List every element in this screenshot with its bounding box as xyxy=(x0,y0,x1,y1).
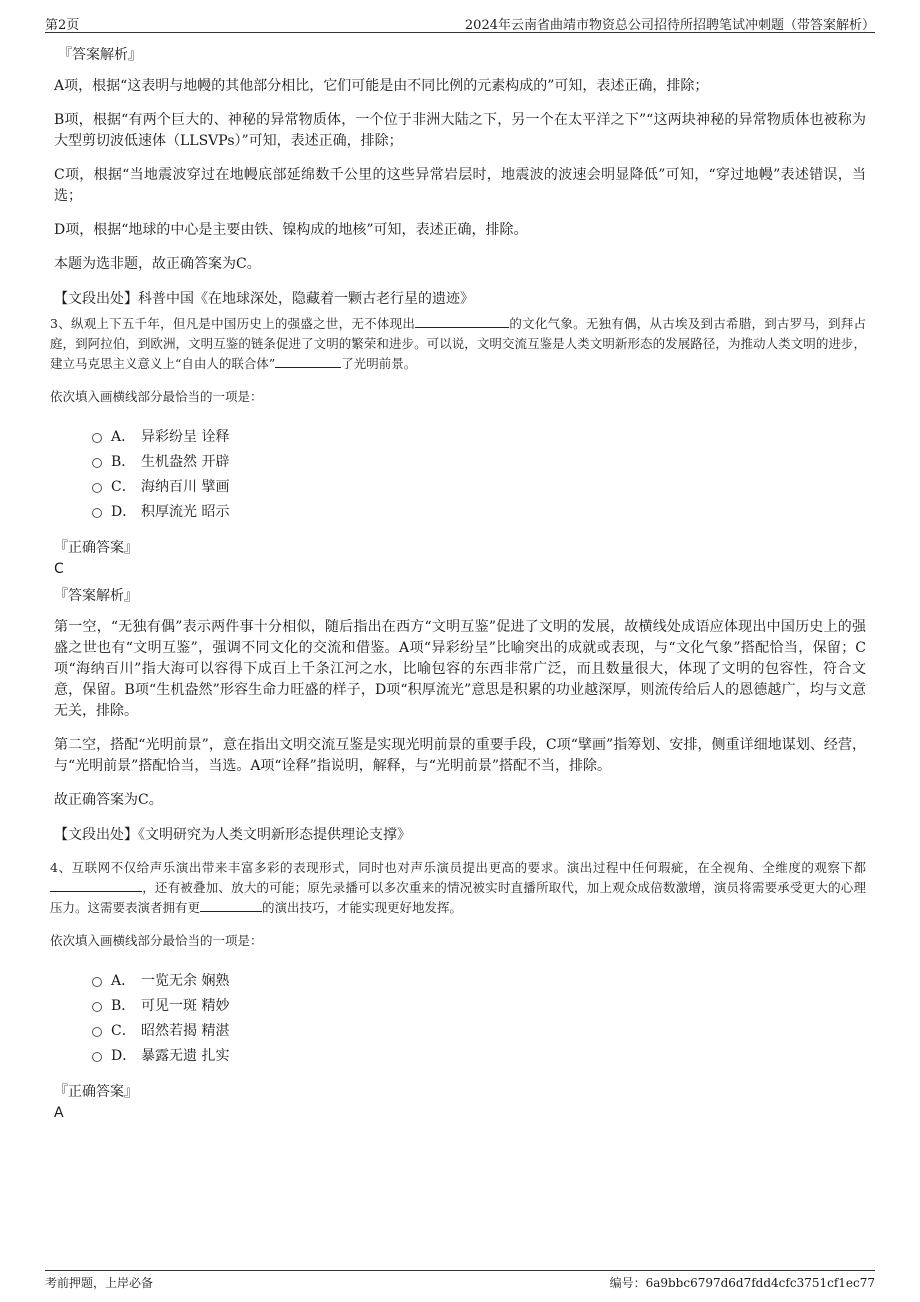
option-key: B． xyxy=(111,453,136,470)
option-text: 可见一斑 精妙 xyxy=(141,997,230,1014)
page-footer xyxy=(45,1270,875,1291)
radio-icon[interactable] xyxy=(92,1052,102,1062)
option-text: 异彩纷呈 诠释 xyxy=(141,428,230,445)
option-text: 昭然若揭 精湛 xyxy=(141,1022,230,1039)
stem-text: ，还有被叠加、放大的可能；原先录播可以多次重来的情况被实时直播所取代，加上观众成倍数激增，演员将需要承受更大的心理压力。这需要表演者拥有更 xyxy=(50,880,866,915)
option-a[interactable] xyxy=(92,423,866,448)
radio-icon[interactable] xyxy=(92,483,102,493)
option-key: B． xyxy=(111,997,136,1014)
stem-text: 的文化气象。无独有偶，从古埃及到古希腊，到古罗马，到拜占庭，到阿拉伯，到欧洲，文明互鉴的链条促进了文明的繁荣和进步。可以说，文明交流互鉴是人类文明新形态的发展路径，为推动人类文明的进步，建立马克思主义意义上“自由人的联合体” xyxy=(50,316,866,371)
radio-icon[interactable] xyxy=(92,458,102,468)
source-citation: 【文段出处】《文明研究为人类文明新形态提供理论支撑》 xyxy=(54,827,411,843)
analysis-paragraph: D项，根据“地球的中心是主要由铁、镍构成的地核”可知，表述正确，排除。 xyxy=(54,222,528,238)
answer-value: A xyxy=(54,1105,64,1121)
option-key: C． xyxy=(111,478,136,495)
option-text: 生机盎然 开辟 xyxy=(141,453,230,470)
answer-value: C xyxy=(54,561,64,577)
analysis-label: 『答案解析』 xyxy=(54,588,138,604)
answer-label: 『正确答案』 xyxy=(54,1084,138,1100)
radio-icon[interactable] xyxy=(92,433,102,443)
page-header xyxy=(45,14,875,33)
question-prompt: 依次填入画横线部分最恰当的一项是： xyxy=(50,389,263,404)
option-text: 海纳百川 擘画 xyxy=(141,478,230,495)
radio-icon[interactable] xyxy=(92,1002,102,1012)
question-stem xyxy=(50,858,866,918)
answer-label: 『正确答案』 xyxy=(54,540,138,556)
option-c[interactable] xyxy=(92,1017,866,1042)
stem-text: 的演出技巧，才能实现更好地发挥。 xyxy=(262,900,463,915)
analysis-paragraph: B项，根据“有两个巨大的、神秘的异常物质体，一个位于非洲大陆之下，另一个在太平洋之下”“这两块神秘的异常物质体也被称为大型剪切波低速体（LLSVPs）”可知，表述正确，排除； xyxy=(54,112,866,149)
radio-icon[interactable] xyxy=(92,508,102,518)
stem-text: 4、互联网不仅给声乐演出带来丰富多彩的表现形式，同时也对声乐演员提出更高的要求。演出过程中任何瑕疵，在全视角、全维度的观察下都 xyxy=(50,860,866,875)
option-a[interactable] xyxy=(92,967,866,992)
analysis-conclusion: 故正确答案为C。 xyxy=(54,792,163,808)
question-prompt: 依次填入画横线部分最恰当的一项是： xyxy=(50,933,263,948)
radio-icon[interactable] xyxy=(92,1027,102,1037)
analysis-paragraph: 第一空，“无独有偶”表示两件事十分相似，随后指出在西方“文明互鉴”促进了文明的发展，故横线处成语应体现出中国历史上的强盛之世也有“文明互鉴”，强调不同文化的交流和借鉴。A项“异彩纷呈”比喻突出的成就或表现，与“文化气象”搭配恰当，保留；C项“海纳百川”指大海可以容得下成百上千条江河之水，比喻包容的东西非常广泛，而且数量很大，体现了文明的包容性，符合文意，保留。B项“生机盎然”形容生命力旺盛的样子，D项“积厚流光”意思是积累的功业越深厚，则流传给后人的恩德越广，均与文意无关，排除。 xyxy=(54,619,866,719)
source-citation: 【文段出处】科普中国《在地球深处，隐藏着一颗古老行星的遗迹》 xyxy=(54,291,474,307)
analysis-label: 『答案解析』 xyxy=(58,47,142,63)
page-number: 第2页 xyxy=(45,18,80,33)
stem-text: 了光明前景。 xyxy=(341,356,417,371)
radio-icon[interactable] xyxy=(92,977,102,987)
question-stem xyxy=(50,314,866,374)
analysis-paragraph: A项，根据“这表明与地幔的其他部分相比，它们可能是由不同比例的元素构成的”可知，表述正确，排除； xyxy=(54,78,709,94)
option-key: D． xyxy=(111,503,137,520)
option-list xyxy=(92,423,866,523)
option-key: A． xyxy=(111,972,136,989)
fill-blank xyxy=(275,354,341,368)
fill-blank xyxy=(50,878,142,892)
analysis-paragraph: 第二空，搭配“光明前景”，意在指出文明交流互鉴是实现光明前景的重要手段，C项“擘画”指筹划、安排，侧重详细地谋划、经营，与“光明前景”搭配恰当，当选。A项“诠释”指说明，解释，与“光明前景”搭配不当，排除。 xyxy=(54,737,866,774)
option-text: 积厚流光 昭示 xyxy=(141,503,230,520)
document-title: 2024年云南省曲靖市物资总公司招待所招聘笔试冲刺题（带答案解析） xyxy=(464,18,875,33)
analysis-paragraph: C项，根据“当地震波穿过在地幔底部延绵数千公里的这些异常岩层时，地震波的波速会明显降低”可知，“穿过地幔”表述错误，当选； xyxy=(54,167,866,204)
stem-text: 3、纵观上下五千年，但凡是中国历史上的强盛之世，无不体现出 xyxy=(50,316,416,331)
option-text: 暴露无遗 扎实 xyxy=(141,1047,230,1064)
option-list xyxy=(92,967,866,1067)
option-c[interactable] xyxy=(92,473,866,498)
option-d[interactable] xyxy=(92,498,866,523)
option-key: A． xyxy=(111,428,136,445)
fill-blank xyxy=(415,314,509,328)
option-b[interactable] xyxy=(92,992,866,1017)
option-b[interactable] xyxy=(92,448,866,473)
option-key: C． xyxy=(111,1022,136,1039)
fill-blank xyxy=(200,898,262,912)
document-id: 编号：6a9bbc6797d6d7fdd4cfc3751cf1ec77 xyxy=(609,1276,875,1290)
page-content xyxy=(50,44,866,1129)
option-text: 一览无余 娴熟 xyxy=(141,972,230,989)
option-d[interactable] xyxy=(92,1042,866,1067)
footer-slogan: 考前押题，上岸必备 xyxy=(45,1276,154,1290)
option-key: D． xyxy=(111,1047,137,1064)
analysis-conclusion: 本题为选非题，故正确答案为C。 xyxy=(54,256,261,272)
